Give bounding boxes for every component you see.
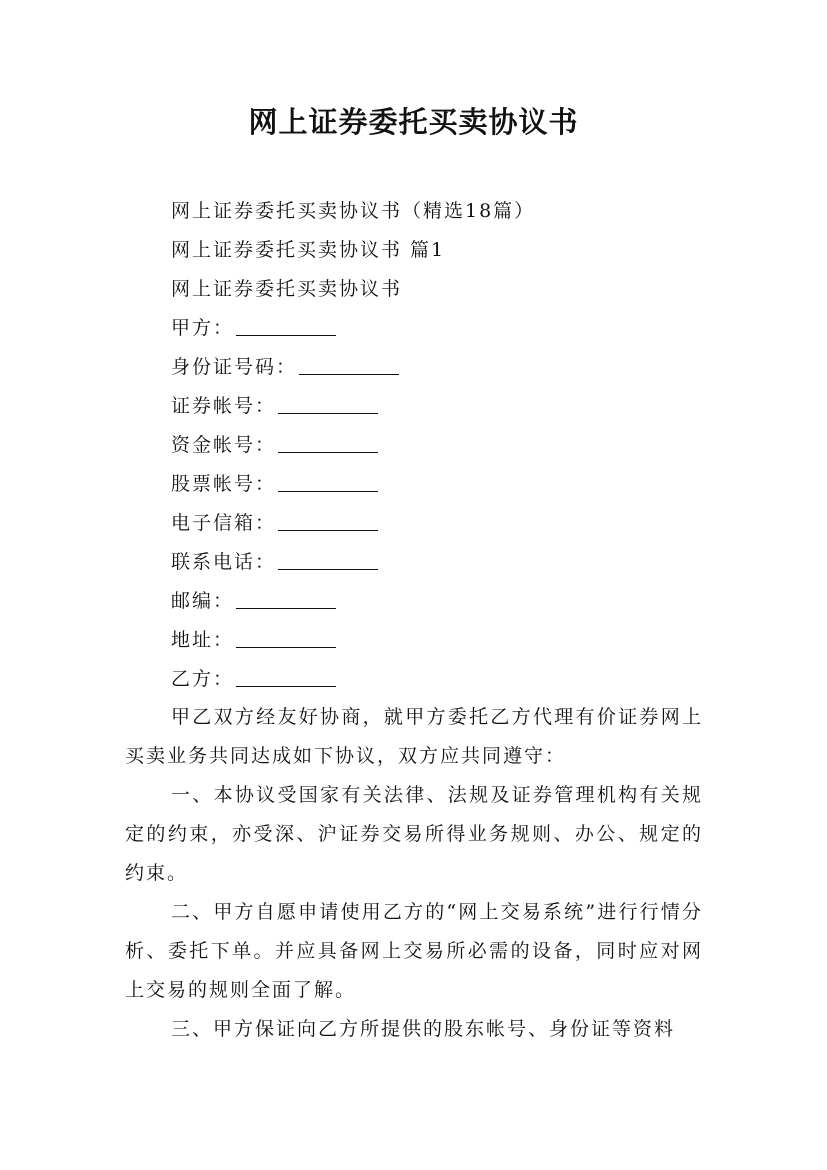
section-heading-line <box>125 231 705 270</box>
phone-blank <box>278 547 378 570</box>
postcode-field <box>125 582 705 621</box>
securities-account-blank <box>278 391 378 414</box>
subtitle-text: 网上证券委托买卖协议书（精选18篇） <box>171 200 536 222</box>
address-field <box>125 621 705 660</box>
agreement-name-text: 网上证券委托买卖协议书 <box>171 278 403 300</box>
party-a-field <box>125 309 705 348</box>
header-lines <box>125 192 705 699</box>
party-b-field <box>125 660 705 699</box>
party-a-blank <box>236 313 336 336</box>
securities-account-label: 证券帐号： <box>171 395 277 417</box>
email-blank <box>278 508 378 531</box>
document-title: 网上证券委托买卖协议书 <box>248 105 579 139</box>
fund-account-field <box>125 426 705 465</box>
fund-account-label: 资金帐号： <box>171 434 277 456</box>
phone-label: 联系电话： <box>171 551 277 573</box>
agreement-name-line <box>125 270 705 309</box>
stock-account-field <box>125 465 705 504</box>
paragraph-intro: 甲乙双方经友好协商，就甲方委托乙方代理有价证券网上买卖业务共同达成如下协议，双方应共同遵守： <box>125 706 703 767</box>
email-label: 电子信箱： <box>171 512 277 534</box>
fund-account-blank <box>278 430 378 453</box>
party-a-label: 甲方： <box>171 317 235 339</box>
postcode-label: 邮编： <box>171 590 235 612</box>
id-number-label: 身份证号码： <box>171 356 298 378</box>
paragraph-clause-1: 一、本协议受国家有关法律、法规及证券管理机构有关规定的约束，亦受深、沪证券交易所得业务规则、办公、规定的约束。 <box>125 784 703 884</box>
id-number-field <box>125 348 705 387</box>
stock-account-blank <box>278 469 378 492</box>
phone-field <box>125 543 705 582</box>
postcode-blank <box>236 586 336 609</box>
party-b-label: 乙方： <box>171 668 235 690</box>
email-field <box>125 504 705 543</box>
address-label: 地址： <box>171 629 235 651</box>
section-heading-text: 网上证券委托买卖协议书 篇1 <box>171 239 446 261</box>
paragraph-clause-3: 三、甲方保证向乙方所提供的股东帐号、身份证等资料 <box>171 1018 676 1040</box>
address-blank <box>236 625 336 648</box>
securities-account-field <box>125 387 705 426</box>
id-number-blank <box>299 352 399 375</box>
party-b-blank <box>236 664 336 687</box>
subtitle-line <box>125 192 705 231</box>
paragraph-clause-2: 二、甲方自愿申请使用乙方的“网上交易系统”进行行情分析、委托下单。并应具备网上交易所必需的设备，同时应对网上交易的规则全面了解。 <box>125 901 703 1001</box>
stock-account-label: 股票帐号： <box>171 473 277 495</box>
